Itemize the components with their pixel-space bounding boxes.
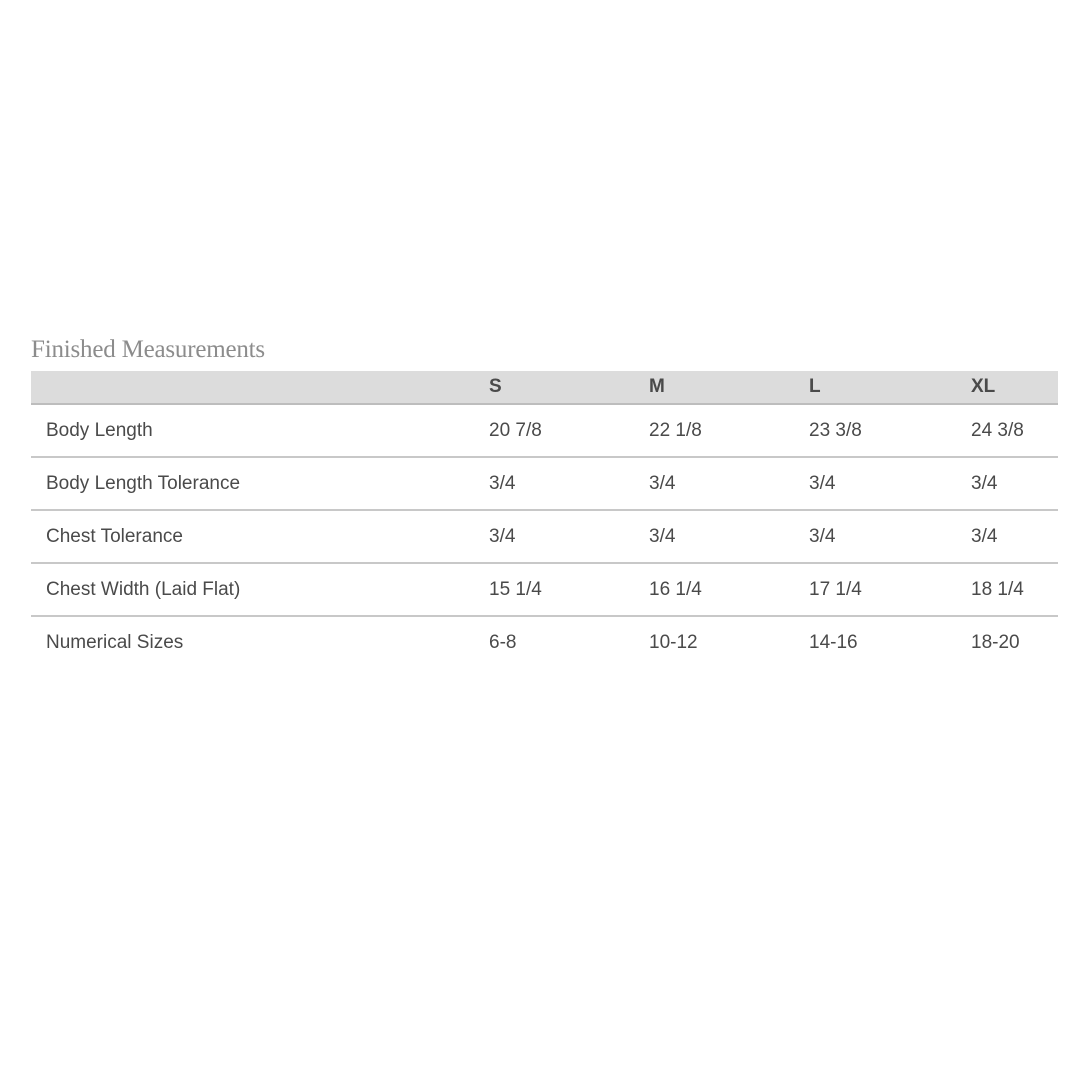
row-label: Chest Width (Laid Flat) [31, 563, 489, 616]
cell-value: 18-20 [971, 631, 1020, 653]
header-label-column [31, 371, 489, 404]
table-row [31, 404, 1058, 457]
table-row [31, 563, 1058, 616]
table-header-row [31, 371, 1058, 404]
cell-value: 23 3/8 [809, 404, 971, 457]
cell-value: 18 1/4 [971, 563, 1058, 616]
cell-value: 3/4 [971, 457, 1058, 510]
cell-value: 16 1/4 [649, 563, 809, 616]
cell-value: 3/4 [649, 510, 809, 563]
cell-value: 6-8 [489, 631, 517, 653]
row-label: Numerical Sizes [46, 631, 184, 653]
cell-value: 20 7/8 [489, 404, 649, 457]
cell-value: 3/4 [649, 457, 809, 510]
cell-value: 15 1/4 [489, 563, 649, 616]
row-label: Chest Tolerance [31, 510, 489, 563]
table-row [31, 457, 1058, 510]
sheet-title: Finished Measurements [31, 336, 265, 363]
cell-value: 3/4 [809, 457, 971, 510]
row-label: Body Length [31, 404, 489, 457]
measurements-table [31, 371, 1058, 668]
cell-value: 3/4 [489, 510, 649, 563]
header-size-l: L [809, 371, 971, 404]
row-label: Body Length Tolerance [31, 457, 489, 510]
cell-value: 3/4 [809, 510, 971, 563]
cell-value: 3/4 [489, 457, 649, 510]
cell-value: 10-12 [649, 631, 698, 653]
cell-value: 24 3/8 [971, 404, 1058, 457]
header-size-xl: XL [971, 371, 1058, 404]
cell-value: 17 1/4 [809, 563, 971, 616]
table-row [31, 510, 1058, 563]
cell-value: 3/4 [971, 510, 1058, 563]
table-row [31, 616, 1058, 668]
header-size-m: M [649, 371, 809, 404]
measurements-sheet [31, 333, 1058, 668]
cell-value: 14-16 [809, 631, 858, 653]
cell-value: 22 1/8 [649, 404, 809, 457]
header-size-s: S [489, 371, 649, 404]
